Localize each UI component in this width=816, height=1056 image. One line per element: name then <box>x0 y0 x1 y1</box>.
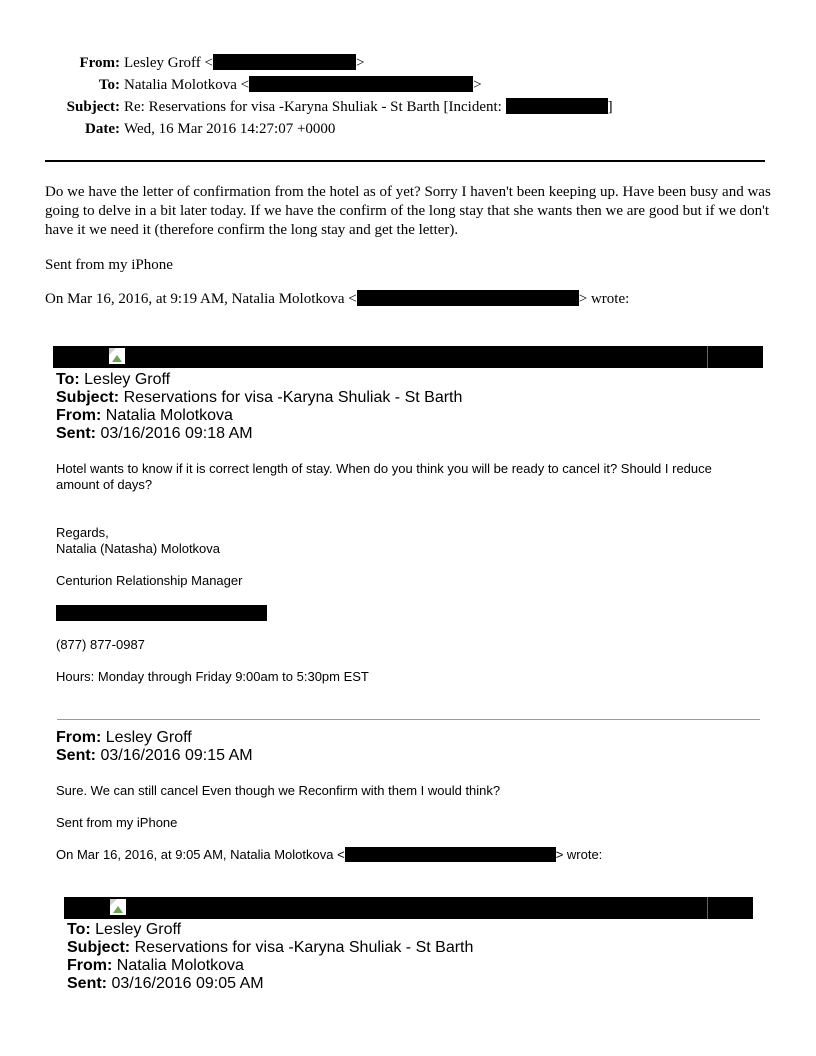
msg1-to-row: To: Lesley Groff <box>56 371 171 388</box>
broken-image-icon <box>109 348 125 364</box>
msg2-from-row: From: Lesley Groff <box>56 729 192 746</box>
msg1-subject-row: Subject: Reservations for visa -Karyna Shuliak - St Barth <box>56 389 463 406</box>
msg2-signature: Sent from my iPhone <box>56 815 178 830</box>
msg3-subject-row: Subject: Reservations for visa -Karyna Shuliak - St Barth <box>67 939 474 956</box>
from-name: Lesley Groff < <box>124 55 213 71</box>
date-value: Wed, 16 Mar 2016 14:27:07 +0000 <box>124 121 336 137</box>
msg2-text: Sure. We can still cancel Even though we Reconfirm with them I would think? <box>56 783 501 798</box>
msg1-regards: Regards, <box>56 525 109 540</box>
to-label: To: <box>98 77 120 93</box>
redacted-incident <box>506 98 608 114</box>
to-name: Natalia Molotkova < <box>124 77 250 93</box>
redacted-email <box>357 290 579 306</box>
msg1-signer-name: Natalia (Natasha) Molotkova <box>56 541 221 556</box>
msg2-quote-intro: On Mar 16, 2016, at 9:05 AM, Natalia Molotkova < > wrote: <box>56 847 603 862</box>
email-banner <box>64 897 752 919</box>
message-divider <box>57 719 760 720</box>
redacted-email <box>249 76 473 92</box>
msg1-signer-title: Centurion Relationship Manager <box>56 573 243 588</box>
msg1-from-row: From: Natalia Molotkova <box>56 407 233 424</box>
redacted-email <box>56 605 267 621</box>
redacted-email <box>213 54 356 70</box>
redacted-email <box>345 847 556 862</box>
broken-image-icon <box>110 899 126 915</box>
msg1-sent-row: Sent: 03/16/2016 09:18 AM <box>56 425 253 442</box>
msg1-hours: Hours: Monday through Friday 9:00am to 5:30pm EST <box>56 669 369 684</box>
quote-intro-line: On Mar 16, 2016, at 9:19 AM, Natalia Molotkova < > wrote: <box>45 291 630 307</box>
msg1-text: Hotel wants to know if it is correct length of stay. When do you think you will be ready to cancel it? Should I reduce amount of days? <box>56 461 712 492</box>
from-label: From: <box>79 55 120 71</box>
msg3-from-row: From: Natalia Molotkova <box>67 957 244 974</box>
msg2-sent-row: Sent: 03/16/2016 09:15 AM <box>56 747 253 764</box>
msg1-phone: (877) 877-0987 <box>56 637 145 652</box>
email-banner <box>53 346 763 368</box>
msg3-to-row: To: Lesley Groff <box>67 921 182 938</box>
subject-label: Subject: <box>66 99 120 115</box>
body-paragraph: Do we have the letter of confirmation from the hotel as of yet? Sorry I haven't been keeping up. Have been busy and was going to delve in a bit later today. If we have the confirm of the long stay that she wants then we are good but if we don't have it we need it (therefore confirm the long stay and get the letter). <box>45 184 771 238</box>
subject-text: Re: Reservations for visa -Karyna Shuliak - St Barth [Incident: <box>124 99 506 115</box>
date-label: Date: <box>85 121 120 137</box>
header-divider <box>45 160 765 162</box>
msg3-sent-row: Sent: 03/16/2016 09:05 AM <box>67 975 264 992</box>
body-signature: Sent from my iPhone <box>45 257 173 273</box>
